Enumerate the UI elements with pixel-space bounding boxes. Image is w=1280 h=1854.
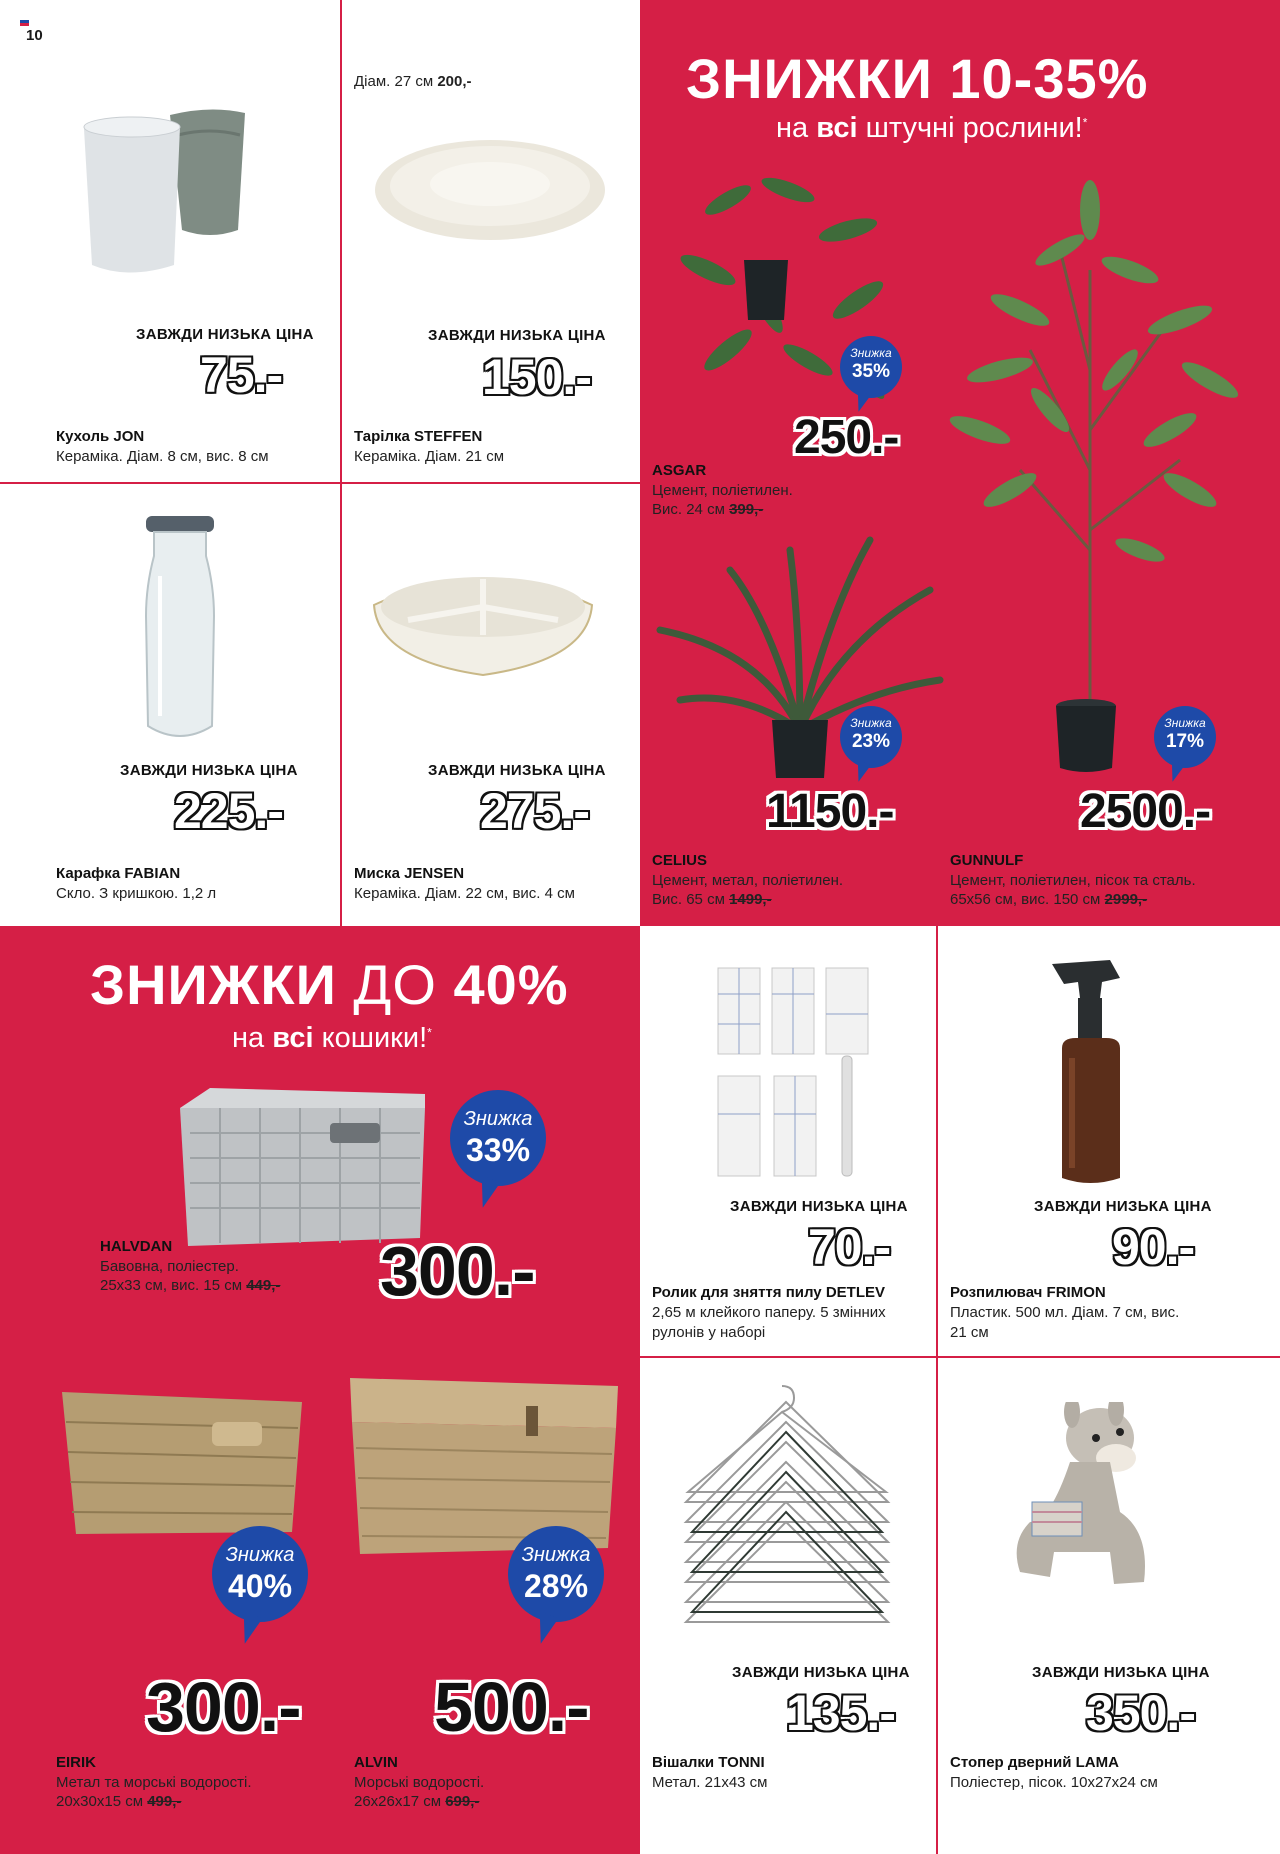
- jon-desc: Кераміка. Діам. 8 см, вис. 8 см: [56, 448, 269, 465]
- celius-discount-badge: [840, 706, 902, 768]
- gunnulf-old-price: 2999,-: [1104, 891, 1148, 908]
- badge-value: 35%: [851, 361, 891, 382]
- badge-value: 33%: [465, 1132, 531, 1168]
- grid-divider: [640, 1356, 1280, 1358]
- lama-name: Стопер дверний LAMA: [950, 1754, 1119, 1771]
- celius-size: Вис. 65 см: [652, 891, 725, 908]
- gunnulf-discount-badge: [1154, 706, 1216, 768]
- eirik-old-price: 499,-: [147, 1793, 182, 1810]
- frimon-name: Розпилювач FRIMON: [950, 1284, 1106, 1301]
- alvin-size: 26x26x17 см: [354, 1793, 442, 1810]
- low-price-label: ЗАВЖДИ НИЗЬКА ЦІНА: [428, 762, 606, 779]
- baskets-sub-asterisk: *: [427, 1025, 432, 1040]
- gunnulf-desc1: Цемент, поліетилен, пісок та сталь.: [950, 872, 1196, 889]
- frimon-desc: Пластик. 500 мл. Діам. 7 см, вис. 21 см: [950, 1304, 1180, 1341]
- alvin-desc1: Морські водорості.: [354, 1774, 485, 1791]
- fabian-name: Карафка FABIAN: [56, 865, 181, 882]
- jensen-desc: Кераміка. Діам. 22 см, вис. 4 см: [354, 885, 575, 902]
- steffen-name: Тарілка STEFFEN: [354, 428, 483, 445]
- eirik-discount-badge: [212, 1526, 308, 1622]
- asgar-size: Вис. 24 см: [652, 501, 725, 518]
- badge-value: 40%: [227, 1568, 293, 1604]
- jensen-name: Миска JENSEN: [354, 865, 465, 882]
- asgar-old-price: 399,-: [729, 501, 764, 518]
- badge-value: 23%: [851, 731, 891, 752]
- plant-celius-image: [640, 530, 960, 780]
- halvdan-desc2: [100, 1276, 280, 1296]
- frimon-price: 90.-: [1112, 1219, 1195, 1275]
- baskets-banner-subtitle: [232, 1022, 432, 1055]
- asgar-price: 250.-: [794, 411, 899, 464]
- steffen-price: 150.-: [482, 349, 591, 405]
- baskets-sub-post: кошики!: [321, 1022, 428, 1054]
- low-price-label: ЗАВЖДИ НИЗЬКА ЦІНА: [136, 326, 314, 343]
- halvdan-desc1: Бавовна, поліестер.: [100, 1258, 239, 1275]
- celius-desc1: Цемент, метал, поліетилен.: [652, 872, 844, 889]
- tonni-price: 135.-: [786, 1685, 895, 1741]
- halvdan-name: HALVDAN: [100, 1238, 173, 1255]
- detlev-desc: 2,65 м клейкого паперу. 5 змінних рулонів у наборі: [652, 1304, 886, 1341]
- lint-roller-image: [714, 964, 874, 1184]
- eirik-price: 300.-: [146, 1668, 301, 1746]
- grid-divider: [0, 482, 640, 484]
- tonni-desc: Метал. 21x43 см: [652, 1774, 768, 1791]
- gunnulf-desc2: [950, 890, 1147, 910]
- pot-gunnulf: [1054, 698, 1118, 774]
- halvdan-price: 300.-: [380, 1232, 535, 1310]
- badge-value: 28%: [523, 1568, 589, 1604]
- low-price-label: ЗАВЖДИ НИЗЬКА ЦІНА: [120, 762, 298, 779]
- page-number: 10: [26, 27, 43, 44]
- plants-sub-bold: всі: [816, 112, 858, 144]
- alvin-old-price: 699,-: [445, 1793, 480, 1810]
- eirik-size: 20x30x15 см: [56, 1793, 144, 1810]
- alvin-discount-badge: [508, 1526, 604, 1622]
- bowl-image: [368, 565, 598, 680]
- fabian-price: 225.-: [174, 783, 283, 839]
- badge-label: Знижка: [850, 346, 892, 360]
- halvdan-size: 25x33 см, вис. 15 см: [100, 1277, 243, 1294]
- jon-price: 75.-: [200, 347, 283, 403]
- steffen-desc: Кераміка. Діам. 21 см: [354, 448, 505, 465]
- jon-name: Кухоль JON: [56, 428, 145, 445]
- steffen-extra-size: Діам. 27 см: [354, 73, 434, 90]
- plants-sub-pre: на: [776, 112, 809, 144]
- baskets-sub-bold: всі: [272, 1022, 314, 1054]
- halvdan-discount-badge: [450, 1090, 546, 1186]
- fabian-desc: Скло. З кришкою. 1,2 л: [56, 885, 217, 902]
- baskets-banner-title: [90, 952, 569, 1017]
- plate-image: [370, 130, 610, 245]
- celius-desc2: [652, 890, 772, 910]
- eirik-desc1: Метал та морські водорості.: [56, 1774, 252, 1791]
- asgar-desc1: Цемент, поліетилен.: [652, 482, 793, 499]
- celius-price: 1150.-: [766, 785, 894, 838]
- asgar-name: ASGAR: [652, 462, 707, 479]
- mugs-image: [70, 105, 290, 280]
- plants-banner-title: ЗНИЖКИ 10-35%: [686, 47, 1149, 110]
- low-price-label: ЗАВЖДИ НИЗЬКА ЦІНА: [1032, 1664, 1210, 1681]
- plant-gunnulf-image: [940, 170, 1260, 770]
- grid-divider: [936, 926, 938, 1854]
- jensen-price: 275.-: [480, 783, 589, 839]
- steffen-extra-price: 200,-: [437, 73, 472, 90]
- badge-value: 17%: [1165, 731, 1205, 752]
- steffen-extra: [354, 72, 472, 92]
- plants-banner-subtitle: [776, 112, 1087, 145]
- eirik-desc2: [56, 1792, 181, 1812]
- carafe-image: [140, 516, 220, 746]
- basket-halvdan-image: [180, 1088, 425, 1248]
- spray-bottle-image: [1050, 958, 1140, 1188]
- celius-old-price: 1499,-: [729, 891, 772, 908]
- low-price-label: ЗАВЖДИ НИЗЬКА ЦІНА: [1034, 1198, 1212, 1215]
- badge-label: Знижка: [1164, 716, 1206, 730]
- celius-name: CELIUS: [652, 852, 708, 869]
- detlev-name: Ролик для зняття пилу DETLEV: [652, 1284, 885, 1301]
- badge-label: Знижка: [463, 1108, 533, 1130]
- badge-label: Знижка: [225, 1544, 295, 1566]
- baskets-title-c: 40%: [453, 953, 569, 1016]
- alvin-price: 500.-: [434, 1668, 589, 1746]
- eirik-name: EIRIK: [56, 1754, 97, 1771]
- hangers-image: [682, 1382, 892, 1642]
- asgar-desc2: [652, 500, 763, 520]
- gunnulf-name: GUNNULF: [950, 852, 1024, 869]
- lama-price: 350.-: [1086, 1685, 1195, 1741]
- asgar-discount-badge: [840, 336, 902, 398]
- gunnulf-price: 2500.-: [1080, 785, 1211, 838]
- detlev-price: 70.-: [808, 1219, 891, 1275]
- low-price-label: ЗАВЖДИ НИЗЬКА ЦІНА: [732, 1664, 910, 1681]
- alvin-name: ALVIN: [354, 1754, 398, 1771]
- halvdan-old-price: 449,-: [246, 1277, 281, 1294]
- low-price-label: ЗАВЖДИ НИЗЬКА ЦІНА: [428, 327, 606, 344]
- tonni-name: Вішалки TONNI: [652, 1754, 765, 1771]
- basket-eirik-image: [62, 1382, 302, 1542]
- flag-icon: [20, 20, 29, 26]
- badge-label: Знижка: [850, 716, 892, 730]
- plants-sub-post: штучні рослини!: [865, 112, 1083, 144]
- lama-desc: Поліестер, пісок. 10x27x24 см: [950, 1774, 1158, 1791]
- gunnulf-size: 65x56 см, вис. 150 см: [950, 891, 1101, 908]
- llama-stopper-image: [1010, 1402, 1160, 1592]
- basket-alvin-image: [346, 1368, 622, 1556]
- alvin-desc2: [354, 1792, 479, 1812]
- grid-divider: [340, 0, 342, 926]
- baskets-title-a: ЗНИЖКИ: [90, 953, 337, 1016]
- baskets-sub-pre: на: [232, 1022, 265, 1054]
- badge-label: Знижка: [521, 1544, 591, 1566]
- baskets-title-b: ДО: [353, 953, 437, 1016]
- low-price-label: ЗАВЖДИ НИЗЬКА ЦІНА: [730, 1198, 908, 1215]
- plants-sub-asterisk: *: [1082, 115, 1088, 130]
